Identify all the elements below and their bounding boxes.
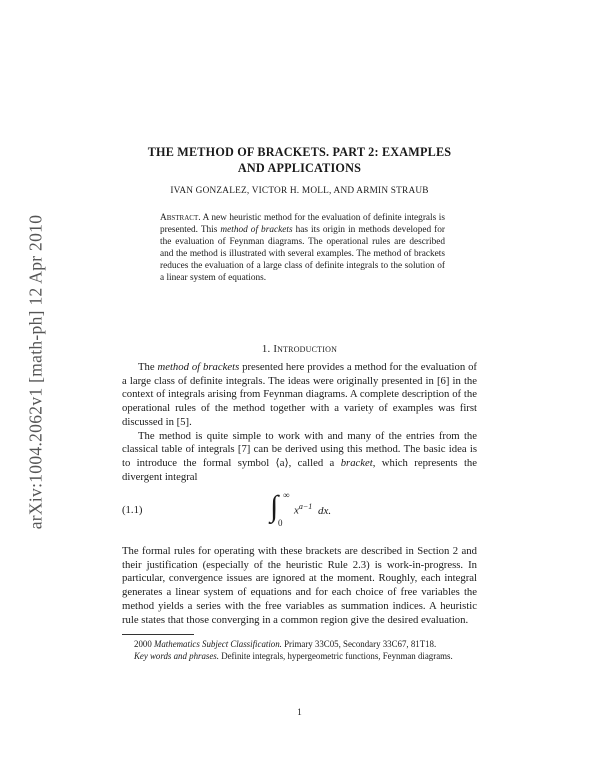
abstract-emphasis: method of brackets bbox=[220, 225, 293, 236]
paragraph-3: The formal rules for operating with these brackets are described in Section 2 and their justification (especially of the heuristic Rule 2.3) is work-in-progress. In particular, convergence issues are ignored at the moment. Roughly, each integral generates a linear system of equations and for each choice of free variables the method yields a series with the free variables as summation indices. A heuristic rule states that those converging in a common region give the desired evaluation. bbox=[122, 545, 477, 626]
paragraph-2 bbox=[122, 430, 477, 485]
para1-emphasis: method of brackets bbox=[157, 361, 240, 373]
section-number: 1. bbox=[261, 343, 271, 355]
para2-emphasis: bracket bbox=[340, 456, 373, 469]
integral-expression bbox=[270, 492, 390, 526]
paragraph-3-block bbox=[122, 545, 477, 627]
intro-paragraphs bbox=[122, 361, 477, 484]
authors: IVAN GONZALEZ, VICTOR H. MOLL, AND ARMIN STRAUB bbox=[170, 186, 429, 196]
footnote-rule bbox=[122, 634, 194, 635]
abstract-label: Abstract. bbox=[160, 213, 201, 223]
paragraph-1 bbox=[122, 361, 477, 430]
footnote-msc bbox=[122, 639, 477, 650]
para2-text-b: , called a bbox=[288, 456, 335, 469]
footnote1-year: 2000 bbox=[134, 639, 152, 649]
bracket-symbol: ⟨a⟩ bbox=[275, 456, 289, 469]
footnote2-label: Key words and phrases. bbox=[134, 651, 219, 662]
paper-title bbox=[122, 144, 477, 176]
title-line-2: AND APPLICATIONS bbox=[237, 161, 362, 175]
footnote1-label: Mathematics Subject Classification. bbox=[153, 639, 282, 649]
title-line-1: THE METHOD OF BRACKETS. PART 2: EXAMPLES bbox=[147, 145, 452, 159]
page-number: 1 bbox=[297, 708, 302, 718]
footnote2-text: Definite integrals, hypergeometric functions, Feynman diagrams. bbox=[221, 651, 453, 662]
footnote1-text: Primary 33C05, Secondary 33C67, 81T18. bbox=[284, 639, 437, 649]
para1-rest: presented here provides a method for the evaluation of a large class of definite integrals. The ideas were originally presented in [6] in the context of integrals arising from Feynman diagrams. A complete description of the operational rules of the method together with a variety of examples was first discussed in [5]. bbox=[122, 361, 477, 428]
upper-limit: ∞ bbox=[283, 490, 290, 500]
footnotes bbox=[122, 639, 477, 664]
integrand bbox=[294, 502, 331, 517]
abstract bbox=[160, 212, 445, 285]
integral-sign: ∫ bbox=[270, 490, 279, 523]
para1-lead: The bbox=[138, 361, 155, 373]
para2-text-a: The method is quite simple to work with and many of the entries from the classical table of integrals [7] can be derived using this method. The basic idea is to introduce the formal symbol bbox=[122, 429, 477, 469]
differential: dx. bbox=[318, 504, 332, 517]
equation-number: (1.1) bbox=[122, 504, 143, 516]
footnote-keywords bbox=[122, 651, 477, 662]
equation-1-1 bbox=[122, 490, 477, 528]
abstract-text-b: has its origin in methods developed for the evaluation of Feynman diagrams. The operational rules are described and the method is illustrated with several examples. The method of brackets reduces the evaluation of a large class of definite integrals to the solution of a linear system of equations. bbox=[160, 225, 445, 284]
section-heading bbox=[122, 343, 477, 355]
arxiv-stamp: arXiv:1004.2062v1 [math-ph] 12 Apr 2010 bbox=[25, 214, 46, 530]
lower-limit: 0 bbox=[278, 518, 283, 528]
para2-text-c: , which represents the divergent integral bbox=[122, 456, 478, 483]
integrand-base: x bbox=[294, 504, 299, 517]
abstract-text-a: A new heuristic method for the evaluation of definite integrals is presented. This bbox=[160, 213, 445, 236]
section-title: Introduction bbox=[273, 343, 338, 355]
integrand-exponent: a−1 bbox=[298, 502, 313, 511]
